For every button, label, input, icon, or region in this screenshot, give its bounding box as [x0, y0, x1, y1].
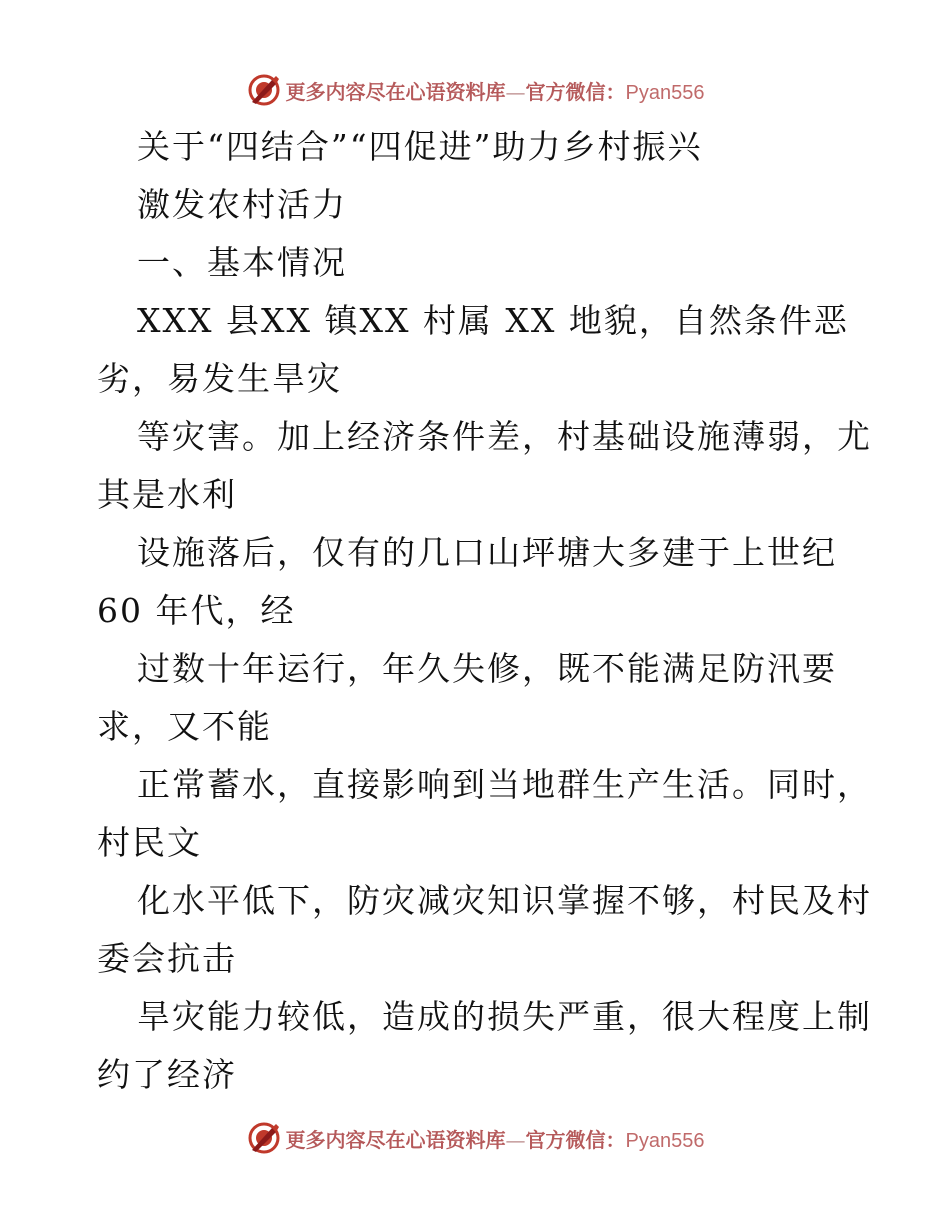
title-line-2: 激发农村活力	[137, 185, 347, 224]
banner-text	[286, 1124, 705, 1153]
banner-label: 官方微信：	[525, 1127, 626, 1152]
pen-logo-icon	[246, 72, 282, 108]
paragraph-line: 约了经济	[97, 1055, 237, 1094]
pen-logo-icon	[246, 1120, 282, 1156]
paragraph-line: 求，又不能	[97, 707, 272, 746]
banner-main-text: 更多内容尽在心语资料库	[285, 1127, 506, 1152]
paragraph-line: 劣，易发生旱灾	[97, 359, 342, 398]
banner-main-text: 更多内容尽在心语资料库	[285, 79, 506, 104]
paragraph-line: 委会抗击	[97, 939, 237, 978]
header-banner	[0, 70, 950, 110]
paragraph-line: 过数十年运行，年久失修，既不能满足防汛要	[137, 649, 837, 688]
title-line-1: 关于“四结合”“四促进”助力乡村振兴	[137, 127, 703, 166]
banner-wechat-id: Pyan556	[625, 1129, 705, 1152]
banner-label: 官方微信：	[525, 79, 626, 104]
paragraph-line: 化水平低下，防灾减灾知识掌握不够，村民及村	[137, 881, 872, 920]
paragraph-line: 设施落后，仅有的几口山坪塘大多建于上世纪	[137, 533, 837, 572]
paragraph-line: 旱灾能力较低，造成的损失严重，很大程度上制	[137, 997, 872, 1036]
banner-separator: —	[505, 1127, 526, 1152]
banner-separator: —	[505, 79, 526, 104]
section-heading: 一、基本情况	[137, 243, 347, 282]
document-body	[97, 118, 872, 1104]
paragraph-line: 村民文	[97, 823, 202, 862]
banner-text	[286, 76, 705, 105]
banner-wechat-id: Pyan556	[625, 81, 705, 104]
paragraph-line: 其是水利	[97, 475, 237, 514]
paragraph-line: 等灾害。加上经济条件差，村基础设施薄弱，尤	[137, 417, 872, 456]
footer-banner	[0, 1118, 950, 1158]
paragraph-line: 正常蓄水，直接影响到当地群生产生活。同时，	[137, 765, 872, 804]
paragraph-line: XXX 县XX 镇XX 村属 XX 地貌，自然条件恶	[137, 301, 849, 340]
paragraph-line: 60 年代，经	[97, 591, 296, 630]
